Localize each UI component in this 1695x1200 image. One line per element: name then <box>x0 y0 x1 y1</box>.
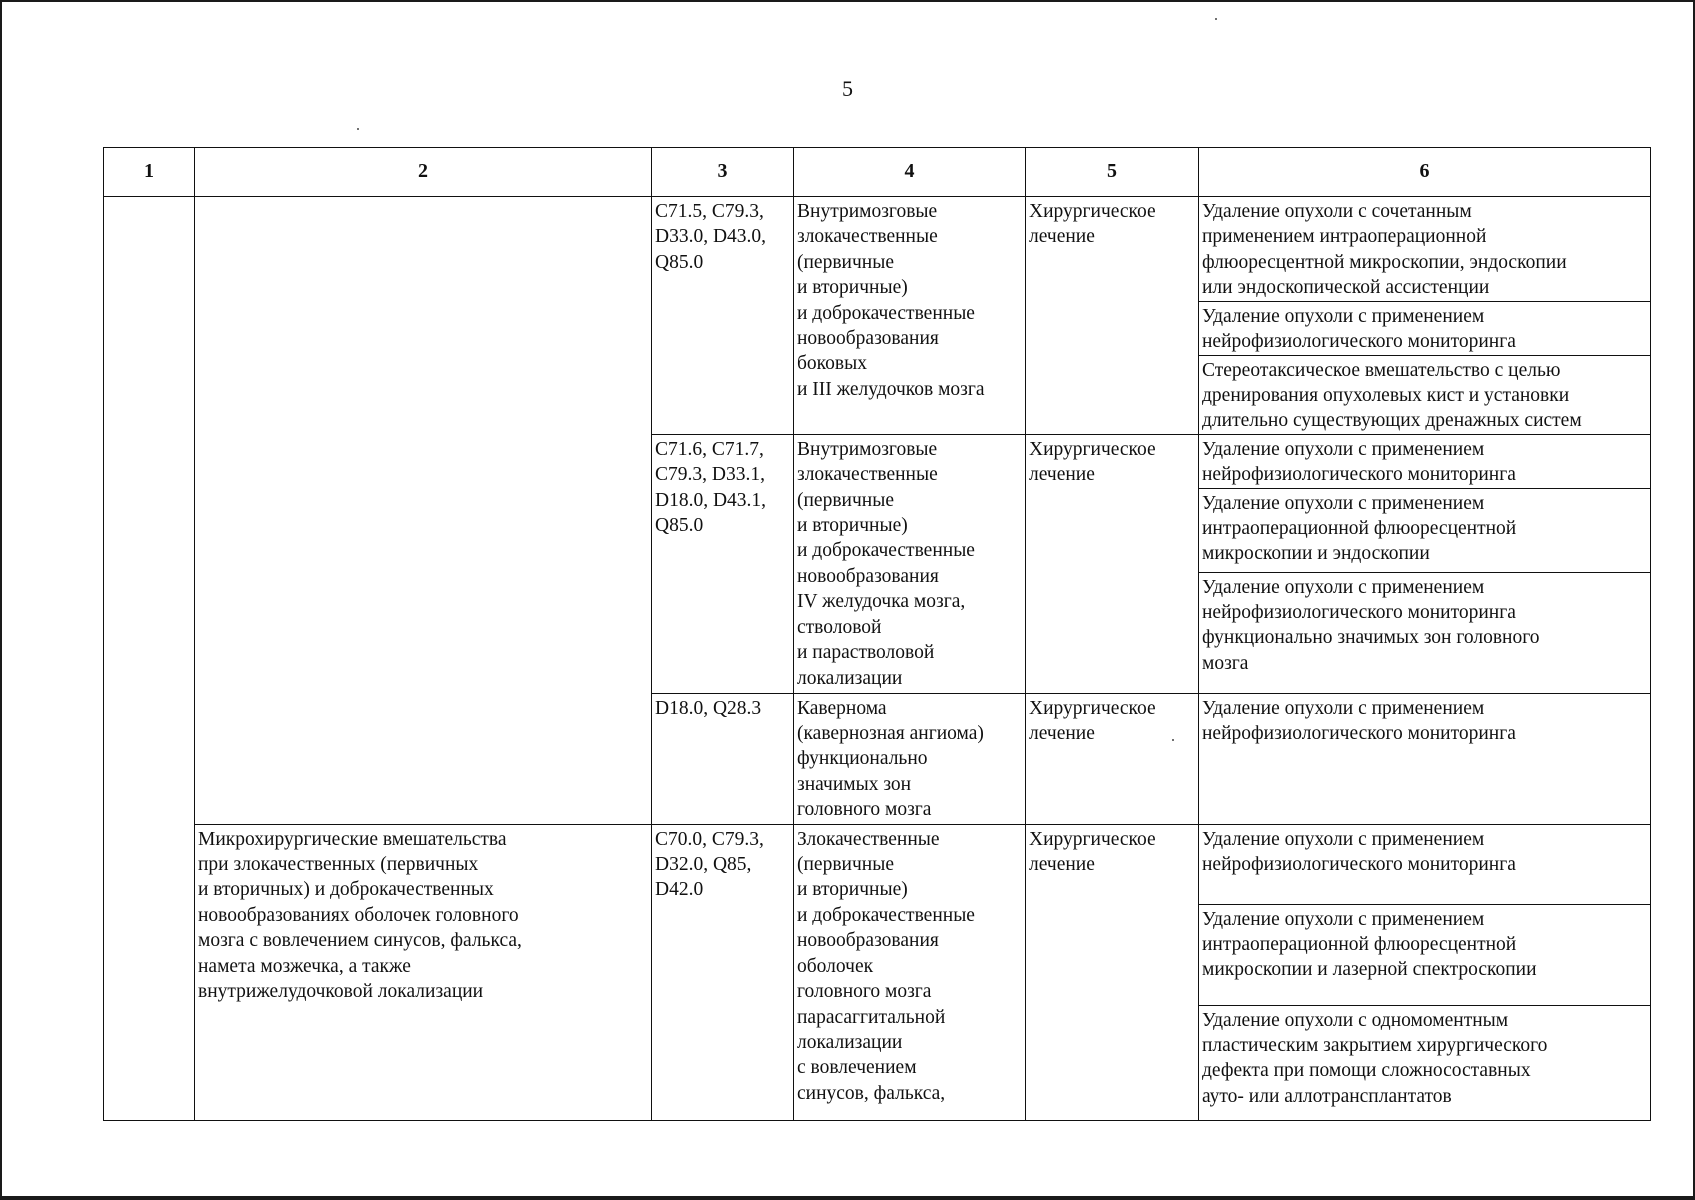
column-header: 4 <box>794 148 1026 197</box>
column-header: 1 <box>104 148 195 197</box>
diagnosis-codes: C71.5, C79.3, D33.0, D43.0, Q85.0 <box>652 197 794 435</box>
treatment-method: Удаление опухоли с применением нейрофизиологического мониторинга <box>1199 434 1651 488</box>
column-header: 5 <box>1026 148 1199 197</box>
condition-description: Злокачественные (первичные и вторичные) и доброкачественные новообразования оболочек головного мозга парасаггитальной локализации с вовлечением синусов, фалькса, <box>794 824 1026 1120</box>
treatment-type: Хирургическое лечение <box>1026 434 1199 693</box>
condition-description: Кавернома (кавернозная ангиома) функционально значимых зон головного мозга <box>794 693 1026 824</box>
treatment-type: Хирургическое лечение <box>1026 197 1199 435</box>
cell-column-2 <box>195 197 652 825</box>
diagnosis-codes: C70.0, C79.3, D32.0, Q85, D42.0 <box>652 824 794 1120</box>
condition-description: Внутримозговые злокачественные (первичные и вторичные) и доброкачественные новообразования боковых и III желудочков мозга <box>794 197 1026 435</box>
treatment-method: Удаление опухоли с применением нейрофизиологического мониторинга <box>1199 824 1651 904</box>
diagnosis-codes: C71.6, C71.7, C79.3, D33.1, D18.0, D43.1, Q85.0 <box>652 434 794 693</box>
treatment-method: Удаление опухоли с применением нейрофизиологического мониторинга <box>1199 693 1651 824</box>
table-header-row <box>104 148 1651 197</box>
column-header: 2 <box>195 148 652 197</box>
scan-speck <box>1215 18 1217 20</box>
scan-speck <box>357 128 359 130</box>
cell-column-1 <box>104 197 195 1121</box>
treatment-method: Удаление опухоли с применением интраоперационной флюоресцентной микроскопии и лазерной спектроскопии <box>1199 904 1651 1005</box>
treatment-type: Хирургическое лечение <box>1026 693 1199 824</box>
intervention-group: Микрохирургические вмешательства при злокачественных (первичных и вторичных) и доброкачественных новообразованиях оболочек головного мозга с вовлечением синусов, фалькса, намета мозжечка, а также внутрижелудочковой локализации <box>195 824 652 1120</box>
treatment-method: Удаление опухоли с применением интраоперационной флюоресцентной микроскопии и эндоскопии <box>1199 488 1651 572</box>
condition-description: Внутримозговые злокачественные (первичные и вторичные) и доброкачественные новообразования IV желудочка мозга, стволовой и парастволовой локализации <box>794 434 1026 693</box>
column-header: 6 <box>1199 148 1651 197</box>
treatment-method: Стереотаксическое вмешательство с целью дренирования опухолевых кист и установки длительно существующих дренажных систем <box>1199 355 1651 434</box>
table-row <box>104 197 1651 302</box>
treatment-method: Удаление опухоли с применением нейрофизиологического мониторинга функционально значимых зон головного мозга <box>1199 572 1651 693</box>
treatment-type: Хирургическое лечение <box>1026 824 1199 1120</box>
diagnosis-codes: D18.0, Q28.3 <box>652 693 794 824</box>
document-page <box>2 2 1693 1196</box>
services-table <box>103 147 1651 1121</box>
table-row <box>104 824 1651 904</box>
treatment-method: Удаление опухоли с сочетанным применением интраоперационной флюоресцентной микроскопии, эндоскопии или эндоскопической ассистенции <box>1199 197 1651 302</box>
treatment-method: Удаление опухоли с одномоментным пластическим закрытием хирургического дефекта при помощи сложносоставных ауто- или аллотрансплантатов <box>1199 1005 1651 1120</box>
page-number: 5 <box>842 76 853 101</box>
column-header: 3 <box>652 148 794 197</box>
treatment-method: Удаление опухоли с применением нейрофизиологического мониторинга <box>1199 301 1651 355</box>
